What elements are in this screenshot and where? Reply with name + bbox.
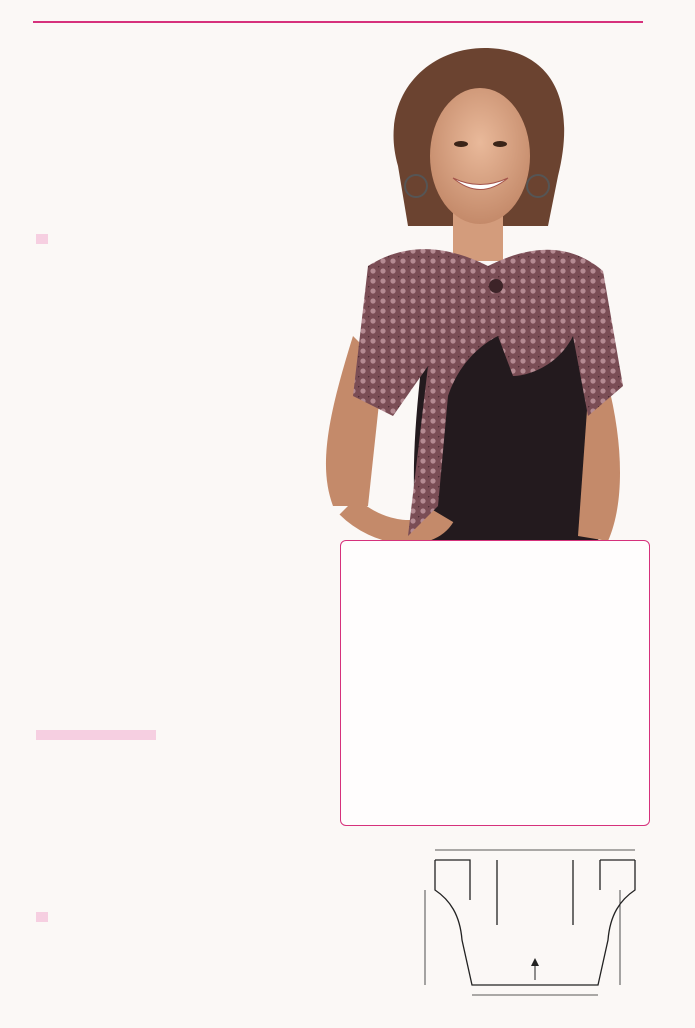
crochet-chart: [340, 540, 650, 826]
legend-dc: [38, 938, 54, 950]
heading-highlight: [36, 730, 156, 740]
legend-chain: [38, 922, 54, 934]
garment-schematic: [410, 830, 660, 1020]
legend-direction: [38, 979, 54, 991]
heading-highlight: [36, 912, 48, 922]
legend-tr: [38, 964, 54, 976]
top-rule: [33, 21, 643, 23]
stitch-diagram: [341, 541, 649, 825]
heading-highlight: [36, 234, 48, 244]
model-photo: [258, 36, 668, 546]
